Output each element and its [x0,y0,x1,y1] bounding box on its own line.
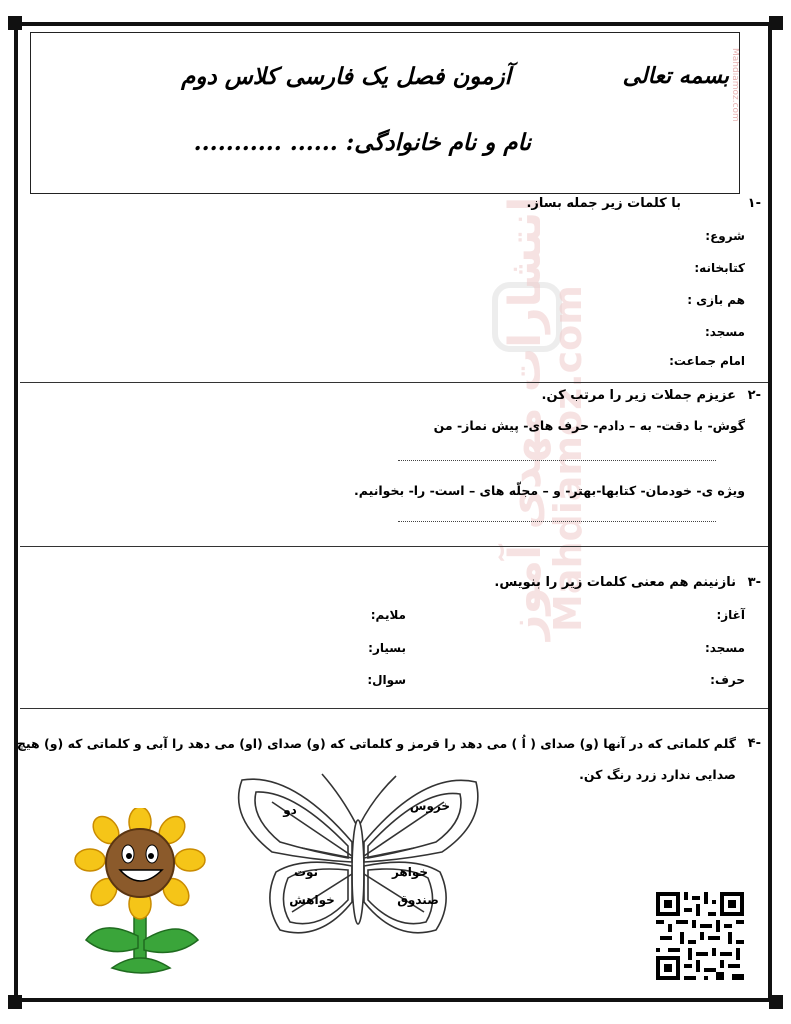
header-box [30,32,740,194]
q1-word: امام جماعت: [669,354,745,368]
q3-word: حرف: [710,673,745,687]
butterfly-word: خواهر [391,865,429,879]
q4-number: ۴- [747,736,761,751]
section-divider [20,708,768,709]
q3-word: آغاز: [716,608,745,622]
watermark-brand: انتشارات مهدی آموز [500,196,551,640]
section-divider [20,546,768,547]
q4-instruction: گلم کلماتی که در آنها (و) صدای ( اُ ) می دهد را قرمز و کلماتی که (و) صدای (او) می دهد را آبی و کلماتی که (و) هیچ [16,736,736,751]
butterfly-word: دو [283,803,297,817]
q1-word: کتابخانه: [694,261,745,275]
q1-number: ۱- [747,196,761,211]
border-corner [8,995,22,1009]
q2-number: ۲- [747,388,761,403]
q1-word: هم بازی : [687,293,745,307]
sunflower-illustration [72,808,212,978]
butterfly-word: توت [293,865,319,879]
q3-word: ملایم: [370,608,406,622]
butterfly-illustration [232,762,484,950]
section-divider [20,382,768,383]
q3-number: ۳- [747,575,761,590]
answer-line [398,521,716,522]
exam-title: آزمون فصل یک فارسی کلاس دوم [181,63,511,90]
border-corner [769,995,783,1009]
q2-title: عزیزم جملات زیر را مرتب کن. [541,388,736,403]
q3-word: سوال: [367,673,406,687]
q4-instruction: صدایی ندارد زرد رنگ کن. [579,767,736,782]
q3-word: مسجد: [704,641,745,655]
side-watermark: Mahdiamoz.com [730,48,740,122]
qr-code [654,890,746,982]
border-corner [8,16,22,30]
q1-title: با کلمات زیر جمله بساز. [526,196,681,211]
q3-title: نازنینم هم معنی کلمات زیر را بنویس. [494,575,736,590]
watermark-site: Mahdiamoz.com [546,285,590,632]
basmala: بسمه تعالی [622,63,729,89]
butterfly-word: خروس [409,799,451,813]
q1-word: شروع: [705,229,745,243]
q3-word: بسیار: [368,641,406,655]
border-corner [769,16,783,30]
butterfly-word: خواهش [289,893,335,907]
butterfly-word: صندوق [397,893,439,907]
q1-word: مسجد: [704,325,745,339]
answer-line [398,460,716,461]
q2-sentence: ویژه ی- خودمان- کتابها-بهتر- و – مجلّه های – است- را- بخوانیم. [354,483,745,498]
student-name-field: نام و نام خانوادگی: ...... ........... [193,129,531,156]
q2-sentence: گوش- با دقت- به – دادم- حرف های- پیش نماز- من [433,418,745,433]
